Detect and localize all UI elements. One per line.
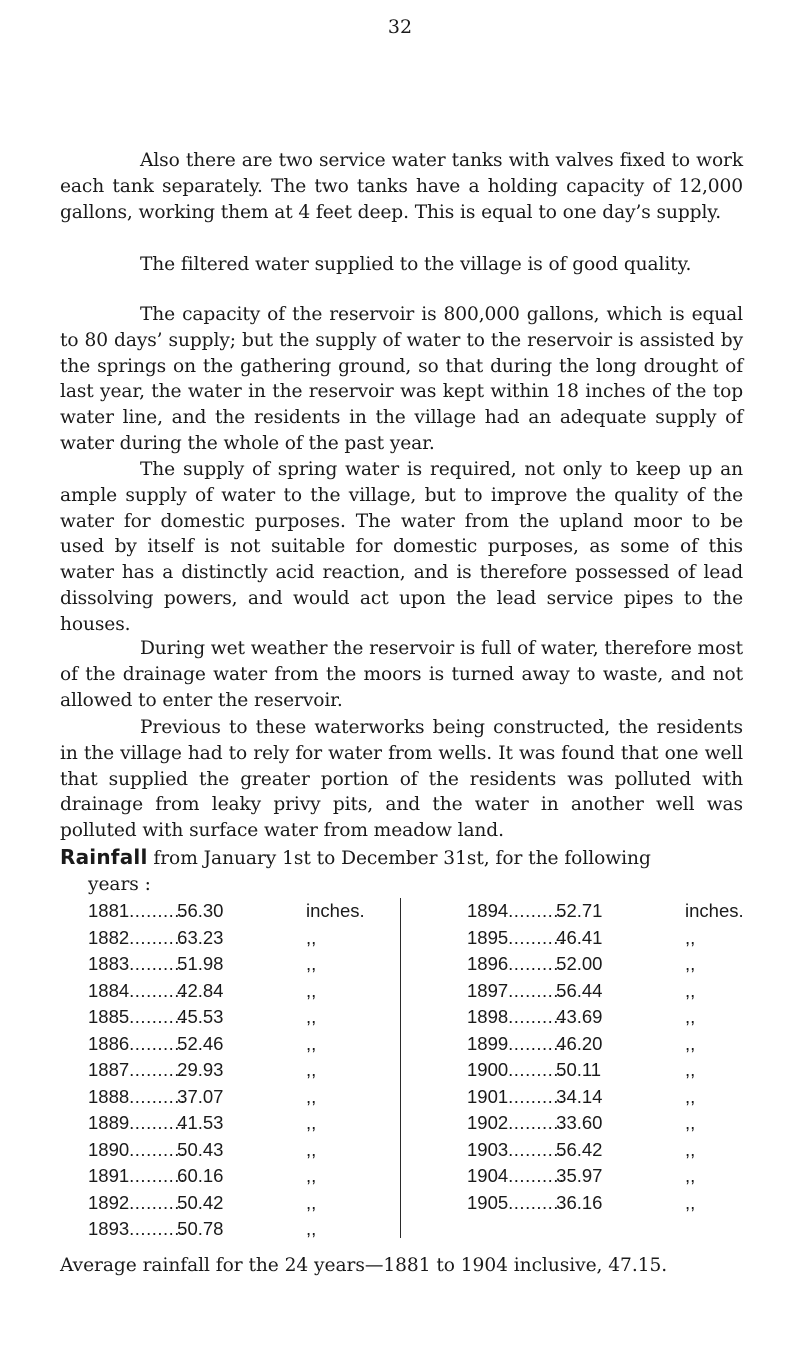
rainfall-year: 1895 bbox=[467, 926, 509, 948]
rainfall-unit: ,, bbox=[306, 979, 317, 1001]
rainfall-row bbox=[88, 1084, 317, 1111]
rainfall-year: 1904 bbox=[467, 1165, 509, 1186]
paragraph-reservoir-capacity: The capacity of the reservoir is 800,000 gallons, which is equal to 80 days’ supply; but the supply of water to the reservoir is assisted by the springs on the gathering ground, so that during the long drought of last year, the water in the reservoir was kept within 18 inches of the top water line, and the residents in the village had an adequate supply of water during the whole of the past year. bbox=[60, 304, 743, 454]
rainfall-unit: ,, bbox=[685, 953, 696, 974]
rainfall-year: 1890 bbox=[88, 1138, 130, 1160]
rainfall-year: 1897 bbox=[467, 979, 509, 1001]
leader-dots: .......... bbox=[508, 1191, 565, 1213]
rainfall-row bbox=[88, 898, 365, 925]
rainfall-row bbox=[467, 1084, 696, 1111]
leader-dots: .......... bbox=[129, 1085, 186, 1107]
paragraph-filtered-water: The filtered water supplied to the village is of good quality. bbox=[140, 254, 692, 275]
leader-dots: .......... bbox=[508, 1059, 565, 1080]
rainfall-row bbox=[88, 978, 317, 1005]
rainfall-value: 35.97 bbox=[556, 1165, 603, 1186]
rainfall-row bbox=[88, 925, 317, 952]
rainfall-year: 1891 bbox=[88, 1165, 130, 1186]
rainfall-year: 1901 bbox=[467, 1085, 509, 1107]
rainfall-table-right bbox=[467, 898, 744, 1216]
leader-dots: .......... bbox=[129, 926, 186, 948]
rainfall-row bbox=[88, 1216, 317, 1243]
rainfall-unit: ,, bbox=[306, 1112, 317, 1133]
rainfall-value: 50.78 bbox=[177, 1218, 224, 1239]
leader-dots: .......... bbox=[508, 1006, 565, 1027]
rainfall-unit: ,, bbox=[306, 1218, 317, 1239]
rainfall-year: 1898 bbox=[467, 1006, 509, 1027]
rainfall-year: 1905 bbox=[467, 1191, 509, 1213]
rainfall-row bbox=[467, 1137, 696, 1164]
leader-dots: .......... bbox=[508, 1085, 565, 1107]
rainfall-unit: ,, bbox=[306, 926, 317, 948]
rainfall-unit: ,, bbox=[685, 1085, 696, 1107]
rainfall-year: 1888 bbox=[88, 1085, 130, 1107]
leader-dots: .......... bbox=[508, 900, 565, 921]
rainfall-unit: ,, bbox=[685, 926, 696, 948]
leader-dots: .......... bbox=[129, 900, 186, 921]
leader-dots: .......... bbox=[129, 1112, 186, 1133]
paragraph-service-tanks: Also there are two service water tanks with valves fixed to work each tank separately. The two tanks have a holding capacity of 12,000 gallons, working them at 4 feet deep. This is equal to one day’s supply. bbox=[60, 150, 743, 223]
rainfall-year: 1903 bbox=[467, 1138, 509, 1160]
rainfall-value: 41.53 bbox=[177, 1112, 224, 1133]
rainfall-value: 52.00 bbox=[556, 953, 603, 974]
rainfall-unit: ,, bbox=[306, 953, 317, 974]
rainfall-value: 51.98 bbox=[177, 953, 224, 974]
rainfall-intro bbox=[60, 845, 750, 897]
leader-dots: .......... bbox=[508, 1112, 565, 1133]
rainfall-value: 50.43 bbox=[177, 1138, 224, 1160]
rainfall-year: 1902 bbox=[467, 1112, 509, 1133]
rainfall-year: 1899 bbox=[467, 1032, 509, 1054]
leader-dots: .......... bbox=[508, 979, 565, 1001]
rainfall-value: 56.44 bbox=[556, 979, 603, 1001]
rainfall-unit: ,, bbox=[685, 1138, 696, 1160]
rainfall-value: 60.16 bbox=[177, 1165, 224, 1186]
rainfall-value: 46.20 bbox=[556, 1032, 603, 1054]
rainfall-value: 63.23 bbox=[177, 926, 224, 948]
paragraph-wet-weather: During wet weather the reservoir is full of water, therefore most of the drainage water from the moors is turned away to waste, and not allowed to enter the reservoir. bbox=[60, 638, 743, 711]
rainfall-value: 50.42 bbox=[177, 1191, 224, 1213]
rainfall-year: 1886 bbox=[88, 1032, 130, 1054]
rainfall-unit: ,, bbox=[685, 1191, 696, 1213]
rainfall-year: 1892 bbox=[88, 1191, 130, 1213]
rainfall-heading: Rainfall bbox=[60, 845, 148, 869]
rainfall-year: 1900 bbox=[467, 1059, 509, 1080]
rainfall-row bbox=[88, 951, 317, 978]
rainfall-row bbox=[467, 1163, 696, 1190]
rainfall-year: 1887 bbox=[88, 1059, 130, 1080]
leader-dots: .......... bbox=[129, 1006, 186, 1027]
rainfall-unit: ,, bbox=[306, 1032, 317, 1054]
leader-dots: .......... bbox=[129, 953, 186, 974]
leader-dots: .......... bbox=[508, 953, 565, 974]
rainfall-unit: ,, bbox=[685, 1032, 696, 1054]
rainfall-value: 50.11 bbox=[556, 1059, 602, 1080]
rainfall-year: 1883 bbox=[88, 953, 130, 974]
rainfall-unit: ,, bbox=[685, 979, 696, 1001]
rainfall-row bbox=[467, 1004, 696, 1031]
rainfall-year: 1881 bbox=[88, 900, 130, 921]
rainfall-unit: ,, bbox=[306, 1165, 317, 1186]
paragraph-previous-wells: Previous to these waterworks being constructed, the residents in the village had to rely for water from wells. It was found that one well that supplied the greater portion of the residents was polluted with drainage from leaky privy pits, and the water in another well was polluted with surface water from meadow land. bbox=[60, 717, 743, 842]
rainfall-row bbox=[88, 1190, 317, 1217]
rainfall-value: 33.60 bbox=[556, 1112, 603, 1133]
rainfall-row bbox=[88, 1004, 317, 1031]
rainfall-unit: ,, bbox=[685, 1006, 696, 1027]
rainfall-year: 1893 bbox=[88, 1218, 130, 1239]
leader-dots: .......... bbox=[129, 1191, 186, 1213]
leader-dots: .......... bbox=[129, 1032, 186, 1054]
leader-dots: .......... bbox=[129, 1165, 186, 1186]
rainfall-value: 52.46 bbox=[177, 1032, 224, 1054]
rainfall-value: 34.14 bbox=[556, 1085, 603, 1107]
rainfall-row bbox=[467, 898, 744, 925]
rainfall-unit: ,, bbox=[306, 1191, 317, 1213]
rainfall-value: 36.16 bbox=[556, 1191, 603, 1213]
rainfall-table-left bbox=[88, 898, 365, 1243]
leader-dots: .......... bbox=[508, 1165, 565, 1186]
rainfall-row bbox=[88, 1031, 317, 1058]
rainfall-value: 43.69 bbox=[556, 1006, 603, 1027]
rainfall-unit: ,, bbox=[685, 1112, 696, 1133]
leader-dots: .......... bbox=[129, 1218, 186, 1239]
rainfall-value: 56.30 bbox=[177, 900, 224, 921]
page-number: 32 bbox=[387, 16, 413, 38]
rainfall-row bbox=[88, 1110, 317, 1137]
rainfall-value: 42.84 bbox=[177, 979, 224, 1001]
rainfall-value: 46.41 bbox=[556, 926, 603, 948]
rainfall-row bbox=[467, 1057, 696, 1084]
rainfall-row bbox=[467, 951, 696, 978]
average-rainfall: Average rainfall for the 24 years—1881 to 1904 inclusive, 47.15. bbox=[60, 1255, 668, 1276]
leader-dots: .......... bbox=[508, 1032, 565, 1054]
leader-dots: .......... bbox=[508, 1138, 565, 1160]
leader-dots: .......... bbox=[129, 1059, 186, 1080]
rainfall-row bbox=[88, 1163, 317, 1190]
rainfall-row bbox=[88, 1057, 317, 1084]
rainfall-unit: ,, bbox=[306, 1085, 317, 1107]
rainfall-row bbox=[467, 925, 696, 952]
rainfall-value: 29.93 bbox=[177, 1059, 224, 1080]
leader-dots: .......... bbox=[129, 979, 186, 1001]
rainfall-row bbox=[467, 978, 696, 1005]
rainfall-year: 1896 bbox=[467, 953, 509, 974]
rainfall-unit: inches. bbox=[685, 900, 744, 921]
column-divider bbox=[400, 898, 401, 1238]
rainfall-year: 1885 bbox=[88, 1006, 130, 1027]
rainfall-year: 1884 bbox=[88, 979, 130, 1001]
rainfall-unit: ,, bbox=[685, 1059, 696, 1080]
rainfall-intro-text: from January 1st to December 31st, for the following bbox=[153, 848, 651, 869]
rainfall-unit: ,, bbox=[306, 1138, 317, 1160]
rainfall-row bbox=[467, 1190, 696, 1217]
rainfall-unit: ,, bbox=[306, 1006, 317, 1027]
paragraph-spring-water: The supply of spring water is required, not only to keep up an ample supply of water to the village, but to improve the quality of the water for domestic purposes. The water from the upland moor to be used by itself is not suitable for domestic purposes, as some of this water has a distinctly acid reaction, and is therefore possessed of lead dissolving powers, and would act upon the lead service pipes to the houses. bbox=[60, 459, 743, 635]
rainfall-year: 1894 bbox=[467, 900, 509, 921]
leader-dots: .......... bbox=[129, 1138, 186, 1160]
rainfall-unit: ,, bbox=[685, 1165, 696, 1186]
rainfall-year: 1889 bbox=[88, 1112, 130, 1133]
rainfall-value: 37.07 bbox=[177, 1085, 224, 1107]
rainfall-unit: ,, bbox=[306, 1059, 317, 1080]
rainfall-value: 52.71 bbox=[556, 900, 603, 921]
rainfall-value: 45.53 bbox=[177, 1006, 224, 1027]
rainfall-intro-continuation: years : bbox=[88, 873, 151, 895]
leader-dots: .......... bbox=[508, 926, 565, 948]
rainfall-row bbox=[467, 1110, 696, 1137]
rainfall-row bbox=[88, 1137, 317, 1164]
rainfall-value: 56.42 bbox=[556, 1138, 603, 1160]
rainfall-year: 1882 bbox=[88, 926, 130, 948]
rainfall-row bbox=[467, 1031, 696, 1058]
rainfall-unit: inches. bbox=[306, 900, 365, 921]
